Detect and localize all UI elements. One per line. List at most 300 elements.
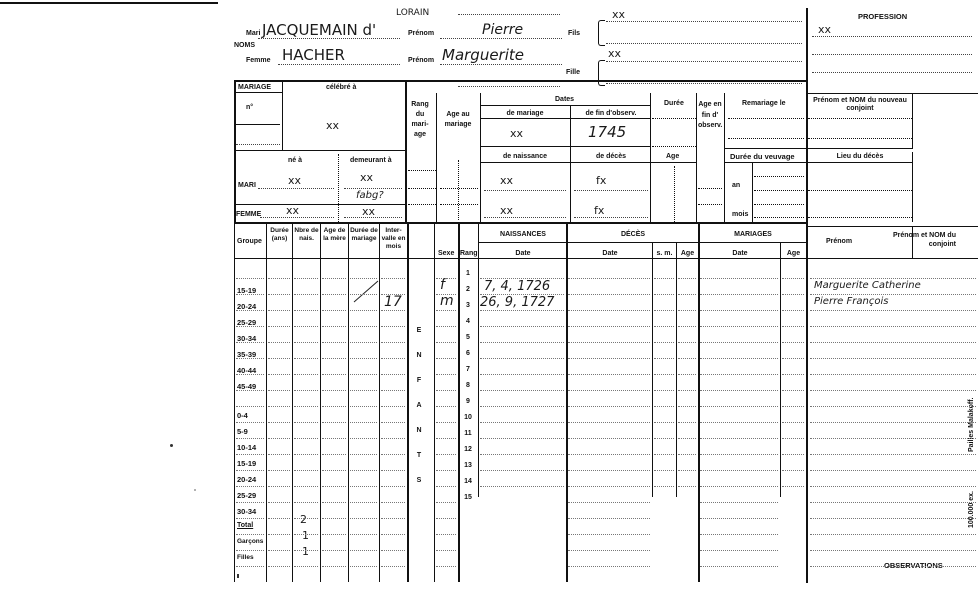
row-rule <box>810 438 976 439</box>
col-deces-date-end <box>652 242 653 497</box>
row-rule <box>568 422 650 423</box>
row-rule <box>294 294 318 295</box>
mari-ne-line <box>258 188 334 189</box>
row-rule <box>322 342 346 343</box>
row-rule <box>436 326 456 327</box>
row-rule <box>480 294 564 295</box>
veuvage-line3 <box>754 204 804 205</box>
row-rule <box>268 310 290 311</box>
row-rule <box>350 278 377 279</box>
row-rule <box>678 326 696 327</box>
lieu-line2 <box>808 217 912 218</box>
group-45-49: 45-49 <box>237 382 257 391</box>
row-rule <box>268 406 290 407</box>
col-duree <box>266 222 267 582</box>
row-rule <box>294 342 318 343</box>
row-rule <box>810 406 976 407</box>
row-rule <box>810 390 976 391</box>
veuvage-line2 <box>754 190 804 191</box>
mari-label: Mari <box>246 30 261 37</box>
group-20-24-b: 20-24 <box>237 475 257 484</box>
row-rule <box>480 342 564 343</box>
row-rule <box>568 278 650 279</box>
row-rule <box>810 422 976 423</box>
row-rule <box>268 358 290 359</box>
row-rule <box>381 310 405 311</box>
row-rule <box>294 454 318 455</box>
rank-11: 11 <box>464 430 472 437</box>
femme-row-label: FEMME <box>236 211 262 218</box>
mari-deces-line <box>574 190 648 191</box>
fille-value: xx <box>608 47 622 60</box>
row-rule <box>268 278 290 279</box>
row-rule <box>436 422 456 423</box>
row-rule <box>350 374 377 375</box>
row-rule <box>322 422 346 423</box>
total-value: 2 <box>300 513 307 526</box>
fils-line1 <box>606 21 802 22</box>
row-rule <box>782 422 804 423</box>
block-top <box>234 80 806 82</box>
dates-mid <box>570 105 571 222</box>
mari-prenom-label: Prénom <box>408 30 435 37</box>
col-nbre <box>292 222 293 582</box>
dates-label: Dates <box>555 96 575 103</box>
mois-label: mois <box>732 211 749 218</box>
rank-10: 10 <box>464 414 472 421</box>
row-rule <box>268 454 290 455</box>
row-rule <box>350 470 377 471</box>
row-rule <box>480 278 564 279</box>
de-deces-label: de décès <box>596 153 626 160</box>
row-rule <box>322 358 346 359</box>
row-rule <box>322 454 346 455</box>
row-rule <box>350 550 377 551</box>
profession-line2 <box>812 54 972 55</box>
mari-deces: fx <box>596 174 607 187</box>
rank-3: 3 <box>466 302 470 309</box>
duree-ans-label: Durée (ans) <box>270 227 289 242</box>
row-rule <box>782 454 804 455</box>
rank-1: 1 <box>466 270 470 277</box>
row-rule <box>700 278 778 279</box>
mar-age-label: Age <box>786 250 801 257</box>
row-rule <box>810 534 976 535</box>
mari-demeurant: xx <box>360 171 374 184</box>
row-rule <box>654 486 674 487</box>
remariage-line2 <box>728 138 804 139</box>
rang-line3 <box>408 204 436 205</box>
row-rule <box>268 534 290 535</box>
fin-observ-date: 1745 <box>588 123 627 141</box>
age-au-mariage-label: Age au mariage <box>444 111 472 129</box>
femme-deces: fx <box>594 204 605 217</box>
row-rule <box>268 518 290 519</box>
row-rule <box>236 342 264 343</box>
row-rule <box>480 422 564 423</box>
row-rule <box>810 502 976 503</box>
mariage-bottom <box>234 150 405 151</box>
row-rule <box>654 422 674 423</box>
naiss-sub <box>478 242 566 243</box>
block-left <box>234 80 236 222</box>
row-rule <box>782 486 804 487</box>
group-15-19-a: 15-19 <box>237 286 257 295</box>
row-rule <box>782 374 804 375</box>
row-rule <box>322 310 346 311</box>
row-rule <box>654 454 674 455</box>
row-rule <box>381 438 405 439</box>
row-rule <box>322 566 346 567</box>
row-rule <box>322 278 346 279</box>
mari-dem-line <box>344 188 402 189</box>
dates-sub4 <box>480 162 696 163</box>
row-rule <box>381 358 405 359</box>
deces-date-label: Date <box>602 250 618 257</box>
row-rule <box>678 294 696 295</box>
row-rule <box>700 534 778 535</box>
row-rule <box>480 470 564 471</box>
row-rule <box>236 566 264 567</box>
profession-line3 <box>812 72 972 73</box>
duree-veuvage-label: Durée du veuvage <box>730 152 795 161</box>
row-rule <box>268 326 290 327</box>
row-rule <box>294 406 318 407</box>
row-rule <box>268 342 290 343</box>
row-rule <box>568 310 650 311</box>
fille-label: Fille <box>566 69 581 76</box>
age-mari-dots <box>458 160 459 220</box>
femme-prenom-line <box>440 64 562 65</box>
row-rule <box>568 438 650 439</box>
bottom-dots <box>458 86 560 87</box>
filles-value: 1 <box>302 545 309 558</box>
deces-age-label: Age <box>680 250 695 257</box>
row-rule <box>268 566 290 567</box>
group-25-29-a: 25-29 <box>237 318 257 327</box>
col-mar-date-end <box>780 242 781 497</box>
row-rule <box>782 390 804 391</box>
row-rule <box>436 566 456 567</box>
row-rule <box>350 326 377 327</box>
row-rule <box>236 470 264 471</box>
row-rule <box>381 454 405 455</box>
row-rule <box>654 390 674 391</box>
row-rule <box>350 534 377 535</box>
row-rule <box>810 470 976 471</box>
row-rule <box>350 342 377 343</box>
row-rule <box>350 422 377 423</box>
row-rule <box>236 310 264 311</box>
row-rule <box>782 326 804 327</box>
row-rule <box>700 438 778 439</box>
deces-sub <box>566 242 698 243</box>
mari-ne: xx <box>288 174 302 187</box>
fille-bracket <box>598 60 605 86</box>
row-rule <box>654 470 674 471</box>
row-rule <box>236 438 264 439</box>
row-rule <box>480 406 564 407</box>
row-rule <box>294 550 318 551</box>
row-rule <box>654 326 674 327</box>
row-rule <box>568 390 650 391</box>
mari-row-label: MARI <box>238 182 256 189</box>
row-rule <box>236 534 264 535</box>
rank-7: 7 <box>466 366 470 373</box>
col-groupe-left <box>234 222 235 582</box>
age-mere-label: Age de la mère <box>323 227 346 242</box>
row-rule <box>678 358 696 359</box>
row-rule <box>322 518 346 519</box>
row-rule <box>700 518 778 519</box>
num-dots <box>236 144 280 145</box>
col-rang <box>478 222 479 497</box>
row-rule <box>436 358 456 359</box>
row-rule <box>381 518 405 519</box>
row-rule <box>678 454 696 455</box>
veuvage-line1 <box>754 176 804 177</box>
group-40-44: 40-44 <box>237 366 257 375</box>
row-rule <box>568 470 650 471</box>
row-rule <box>678 438 696 439</box>
printer-text: Pailles Malakoff. <box>968 397 975 452</box>
lieu-deces-label: Lieu du décès <box>836 153 884 160</box>
row-rule <box>294 438 318 439</box>
row-rule <box>782 294 804 295</box>
rang-mariage-label: Rang du mari-age <box>411 101 429 139</box>
age-fin-label: Age en fin d' observ. <box>698 101 723 129</box>
row-rule <box>568 326 650 327</box>
femme-name: HACHER <box>282 46 345 64</box>
femme-ne: xx <box>286 204 300 217</box>
row-rule <box>700 486 778 487</box>
col-enfants <box>434 222 435 582</box>
row-rule <box>678 278 696 279</box>
age-divider <box>480 93 481 222</box>
row-rule <box>700 454 778 455</box>
children-header-bottom <box>234 258 978 259</box>
group-20-24-a: 20-24 <box>237 302 257 311</box>
row-rule <box>568 406 650 407</box>
dates-sub <box>480 105 650 106</box>
garcons-value: 1 <box>302 529 309 542</box>
row-rule <box>236 390 264 391</box>
age-fin-line2 <box>698 204 722 205</box>
rank-9: 9 <box>466 398 470 405</box>
nbre-naiss-label: Nbre de nais. <box>294 227 319 242</box>
deces-label: DÉCÈS <box>620 231 646 238</box>
row-rule <box>381 342 405 343</box>
origin-line <box>458 14 560 15</box>
row-rule <box>654 374 674 375</box>
group-25-29-b: 25-29 <box>237 491 257 500</box>
duree-line2 <box>652 146 696 147</box>
row-rule <box>480 454 564 455</box>
mari-row-bottom <box>234 204 405 205</box>
col-left-end <box>407 222 409 582</box>
row-rule <box>568 454 650 455</box>
row-rule <box>810 326 976 327</box>
row-rule <box>294 518 318 519</box>
femme-deces-line <box>574 217 648 218</box>
profession-line1 <box>812 36 972 37</box>
row-rule <box>810 342 976 343</box>
row-rule <box>236 502 264 503</box>
mariage-num-divider <box>282 80 283 150</box>
row-rule <box>322 294 346 295</box>
celebre-label: célébré à <box>326 84 357 91</box>
row-rule <box>700 550 778 551</box>
row-rule <box>654 406 674 407</box>
row-rule <box>654 278 674 279</box>
row-rule <box>322 406 346 407</box>
row-rule <box>350 518 377 519</box>
profession-label: PROFESSION <box>858 12 908 21</box>
row-rule <box>381 550 405 551</box>
row-rule <box>436 438 456 439</box>
row-rule <box>654 342 674 343</box>
row-rule <box>700 326 778 327</box>
rang-line2 <box>408 188 436 189</box>
mar-date-label: Date <box>732 250 748 257</box>
row-rule <box>268 486 290 487</box>
mari-demeurant-note: fabg? <box>356 190 384 201</box>
enfants-vertical: E N F A N T S <box>416 327 422 484</box>
col-deces-end <box>698 222 700 582</box>
row-rule <box>480 326 564 327</box>
row-rule <box>350 502 377 503</box>
femme-prenom-label: Prénom <box>408 57 435 64</box>
row-rule <box>568 566 650 567</box>
row-rule <box>480 374 564 375</box>
row-rule <box>294 534 318 535</box>
row-rule <box>480 310 564 311</box>
mariage-date: xx <box>510 127 524 140</box>
remariage-label: Remariage le <box>742 100 786 107</box>
row-rule <box>436 390 456 391</box>
row-rule <box>654 294 674 295</box>
row-rule <box>436 310 456 311</box>
row-rule <box>678 310 696 311</box>
row-rule <box>436 550 456 551</box>
row-rule <box>350 438 377 439</box>
de-mariage-label: de mariage <box>506 110 544 117</box>
row-rule <box>350 310 377 311</box>
row-rule <box>236 454 264 455</box>
row-rule <box>322 486 346 487</box>
femme-naiss-line <box>484 217 566 218</box>
row-rule <box>810 518 976 519</box>
duree-mariage-label: Durée de mariage <box>350 227 378 242</box>
row-rule <box>294 310 318 311</box>
child-prenom-label: Prénom <box>826 238 853 245</box>
fils-value: xx <box>612 8 626 21</box>
child-conjoint-label: Prénom et NOM du conjoint <box>892 232 956 249</box>
row-rule <box>436 374 456 375</box>
femme-label: Femme <box>246 57 271 64</box>
row-rule <box>436 470 456 471</box>
rank-12: 12 <box>464 446 472 453</box>
row-rule <box>654 358 674 359</box>
femme-name-line <box>278 64 400 65</box>
mariage-label: MARIAGE <box>238 84 272 91</box>
child-2-prenom: Pierre François <box>814 296 889 307</box>
row-rule <box>678 422 696 423</box>
row-rule <box>268 470 290 471</box>
row-rule <box>268 294 290 295</box>
duree-label: Durée <box>664 100 684 107</box>
row-rule <box>678 486 696 487</box>
row-rule <box>654 438 674 439</box>
row-rule <box>350 454 377 455</box>
row-rule <box>480 438 564 439</box>
sm-label: s. m. <box>656 250 673 257</box>
row-rule <box>480 390 564 391</box>
col-intervalle <box>379 222 380 582</box>
row-rule <box>236 486 264 487</box>
row-rule <box>678 374 696 375</box>
row-rule <box>381 294 405 295</box>
row-rule <box>350 486 377 487</box>
row-rule <box>700 422 778 423</box>
row-rule <box>436 518 456 519</box>
row-rule <box>236 278 264 279</box>
child-1-prenom: Marguerite Catherine <box>814 280 921 291</box>
row-rule <box>350 358 377 359</box>
age-line2 <box>440 204 478 205</box>
row-rule <box>568 358 650 359</box>
naiss-date-label: Date <box>515 250 531 257</box>
rank-13: 13 <box>464 462 472 469</box>
row-rule <box>350 390 377 391</box>
de-naissance-label: de naissance <box>503 153 547 160</box>
duree-divider <box>650 93 651 222</box>
row-rule <box>268 422 290 423</box>
row-rule <box>322 438 346 439</box>
row-rule <box>810 486 976 487</box>
veuvage-line4 <box>754 217 804 218</box>
col-sm-end <box>676 242 677 497</box>
top-rule <box>0 2 218 4</box>
row-rule <box>678 470 696 471</box>
row-rule <box>700 502 778 503</box>
row-rule <box>294 278 318 279</box>
child-2-sexe: m <box>440 293 454 309</box>
row-rule <box>568 374 650 375</box>
row-rule <box>381 534 405 535</box>
demeurant-label: demeurant à <box>350 157 392 164</box>
row-rule <box>322 502 346 503</box>
conjoint-line2 <box>808 138 912 139</box>
row-rule <box>236 294 264 295</box>
garcons-label: Garçons <box>237 538 264 545</box>
mariage-right <box>405 80 407 222</box>
row-rule <box>294 422 318 423</box>
row-rule <box>436 486 456 487</box>
femme-naissance: xx <box>500 204 514 217</box>
row-rule <box>700 390 778 391</box>
lieu-deces-right <box>912 152 913 222</box>
row-rule <box>381 406 405 407</box>
row-rule <box>236 374 264 375</box>
row-rule <box>810 278 976 279</box>
tirage-text: 100.000 ex. <box>968 491 975 528</box>
group-5-9: 5-9 <box>237 427 248 436</box>
profession-value: xx <box>818 23 832 36</box>
row-rule <box>700 358 778 359</box>
row-rule <box>436 534 456 535</box>
group-15-19-b: 15-19 <box>237 459 257 468</box>
